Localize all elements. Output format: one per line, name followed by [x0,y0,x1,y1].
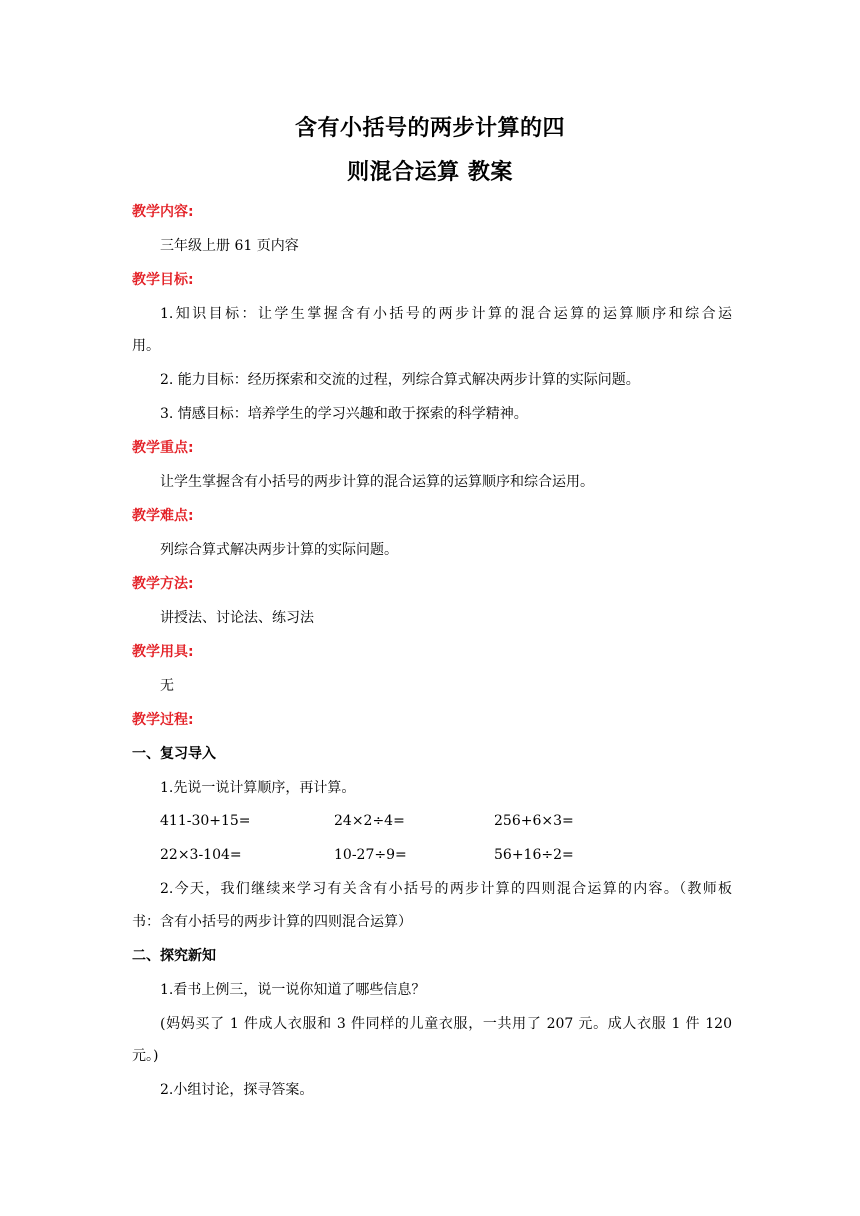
exercise-r1-c3: 256+6×3= [494,813,574,829]
heading-teaching-content: 教学内容: [132,204,194,220]
goal-1-line-1: 1.知识目标：让学生掌握含有小括号的两步计算的混合运算的运算顺序和综合运 [160,306,732,322]
teaching-content-text: 三年级上册 61 页内容 [160,238,299,254]
heading-explore-new: 二、探究新知 [132,948,216,964]
explore-info-line-1: (妈妈买了 1 件成人衣服和 3 件同样的儿童衣服，一共用了 207 元。成人衣服 1 件 120 [160,1016,732,1032]
difficulties-text: 列综合算式解决两步计算的实际问题。 [160,542,398,558]
heading-tools: 教学用具: [132,644,194,660]
exercise-r2-c2: 10-27÷9= [334,847,407,863]
exercise-r1-c2: 24×2÷4= [334,813,405,829]
tools-text: 无 [160,678,174,694]
exercise-r1-c1: 411-30+15= [160,813,251,829]
heading-methods: 教学方法: [132,576,194,592]
review-step-2-line-2: 书：含有小括号的两步计算的四则混合运算） [132,914,412,930]
goal-2: 2. 能力目标：经历探索和交流的过程，列综合算式解决两步计算的实际问题。 [160,372,640,388]
key-points-text: 让学生掌握含有小括号的两步计算的混合运算的运算顺序和综合运用。 [160,474,594,490]
methods-text: 讲授法、讨论法、练习法 [160,610,314,626]
document-title-line-2: 则混合运算 教案 [347,160,513,185]
heading-process: 教学过程: [132,712,194,728]
goal-1-line-2: 用。 [132,338,160,354]
explore-step-1: 1.看书上例三，说一说你知道了哪些信息？ [160,982,426,998]
goal-3: 3. 情感目标：培养学生的学习兴趣和敢于探索的科学精神。 [160,406,528,422]
review-step-1: 1.先说一说计算顺序，再计算。 [160,780,356,796]
heading-difficulties: 教学难点: [132,508,194,524]
document-title-line-1: 含有小括号的两步计算的四 [294,116,565,141]
exercise-r2-c3: 56+16÷2= [494,847,574,863]
heading-key-points: 教学重点: [132,440,194,456]
explore-step-2: 2.小组讨论，探寻答案。 [160,1082,314,1098]
review-step-2-line-1: 2.今天，我们继续来学习有关含有小括号的两步计算的四则混合运算的内容。（教师板 [160,881,732,897]
explore-info-line-2: 元。) [132,1048,159,1064]
heading-review-intro: 一、复习导入 [132,746,216,762]
heading-teaching-goals: 教学目标: [132,272,194,288]
exercise-r2-c1: 22×3-104= [160,847,242,863]
